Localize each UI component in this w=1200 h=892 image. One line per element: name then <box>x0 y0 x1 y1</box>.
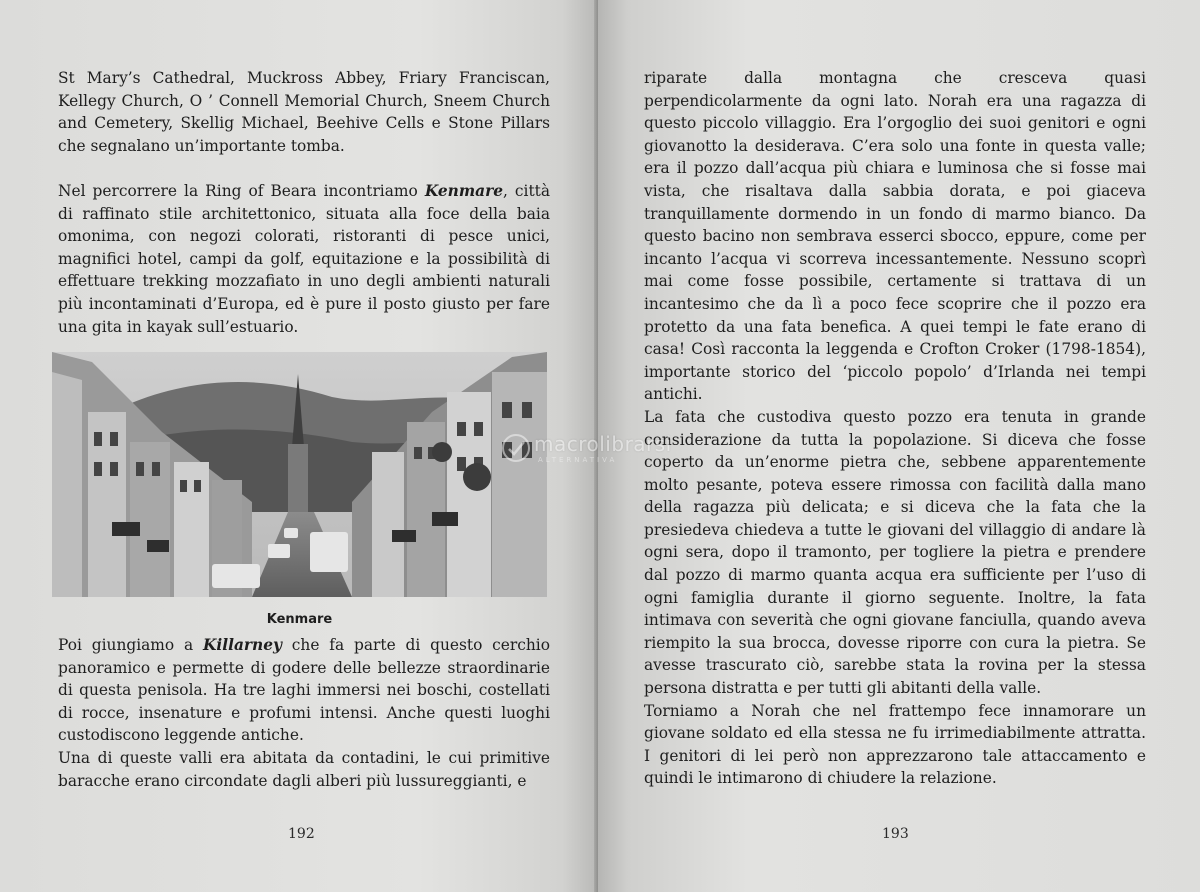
left-paragraphs-3-4 <box>58 634 550 792</box>
text-run: Poi giungiamo a <box>58 636 204 654</box>
paragraph-text: Torniamo a Norah che nel frattempo fece innamorare un giovane soldato ed ella stessa ne fu irrimediabilmente attratta. I genitori di lei però non apprezzarono tale attaccamento e quindi le intimarono di chiudere la relazione. <box>644 701 1146 788</box>
place-name: Killarney <box>203 636 282 654</box>
text-run: , città di raffinato stile architettonico, situata alla foce della baia omonima, con negozi colorati, ristoranti di pesce unici, magnifici hotel, campi da golf, equitazione e la possibilità di effettuare trekking mozzafiato in uno degli ambienti naturali più incontaminati d’Europa, ed è pure il posto giusto per fare una gita in kayak sull’estuario. <box>58 182 551 336</box>
photo-caption: Kenmare <box>266 612 333 627</box>
left-page <box>0 0 598 892</box>
right-page <box>598 0 1200 892</box>
paragraph-text <box>58 180 550 338</box>
paragraph-text: Una di queste valli era abitata da contadini, le cui primitive baracche erano circondate dagli alberi più lussureggianti, e <box>58 748 550 790</box>
page-number-left: 192 <box>288 826 315 842</box>
left-paragraph-1 <box>58 67 550 157</box>
paragraph-text <box>58 634 550 747</box>
right-text-block <box>644 67 1146 790</box>
page-number-right: 193 <box>882 826 909 842</box>
paragraph-text: riparate dalla montagna che cresceva quasi perpendicolarmente da ogni lato. Norah era una ragazza di questo piccolo villaggio. Era l’orgoglio dei suoi genitori e ogni giovanotto la desiderava. C’era solo una fonte in questa valle; era il pozzo dall’acqua più chiara e luminosa che si fosse mai vista, che risaltava dalla sabbia dorata, e poi giaceva tranquillamente dormendo in un fondo di marmo bianco. Da questo bacino non sembrava esserci sbocco, eppure, come per incanto l’acqua vi scorreva incessantemente. Nessuno scoprì mai come fosse possibile, certamente si trattava di un incantesimo che da lì a poco fece scoprire che il pozzo era protetto da una fata benefica. A quei tempi le fate erano di casa! Così racconta la leggenda e Crofton Croker (1798-1854), importante storico del ‘piccolo popolo’ d’Irlanda nei tempi antichi. <box>644 69 1146 404</box>
watermark-name: macrolibrarsi <box>534 432 672 456</box>
street-photo-illustration <box>52 352 547 597</box>
watermark-tagline: ALTERNATIVA <box>538 456 618 464</box>
text-run: Nel percorrere la Ring of Beara incontriamo <box>58 182 425 200</box>
paragraph-text: La fata che custodiva questo pozzo era tenuta in grande considerazione da tutta la popolazione. Si diceva che fosse coperto da un’enorme pietra che, sebbene apparentemente molto pesante, poteva essere rimossa con facilità dalla mano della ragazza più delicata; e si diceva che la fata che la presiedeva chiedeva a tutte le giovani del villaggio di andare là ogni sera, dopo il tramonto, per togliere la pietra e prendere dal pozzo di marmo quanta acqua era sufficiente per l’uso di ogni famiglia durante il giorno seguente. Inoltre, la fata intimava con severità che ogni giovane fanciulla, quando aveva riempito la sua brocca, dovesse riporre con cura la pietra. Se avesse trascurato ciò, sarebbe stata la rovina per la stessa persona distratta e per tutti gli abitanti della valle. <box>644 407 1146 698</box>
text-run: che fa parte di questo cerchio panoramico e permette di godere delle bellezze straordinarie di questa penisola. Ha tre laghi immersi nei boschi, costellati di rocce, insenature e profumi intensi. Anche questi luoghi custodiscono leggende antiche. <box>58 636 550 745</box>
place-name: Kenmare <box>424 182 503 200</box>
kenmare-street-photo <box>52 352 547 597</box>
paragraph-text: St Mary’s Cathedral, Muckross Abbey, Friary Franciscan, Kellegy Church, O ’ Connell Memorial Church, Sneem Church and Cemetery, Skellig Michael, Beehive Cells e Stone Pillars che segnalano un’importante tomba. <box>58 69 550 155</box>
left-paragraph-2 <box>58 180 550 338</box>
